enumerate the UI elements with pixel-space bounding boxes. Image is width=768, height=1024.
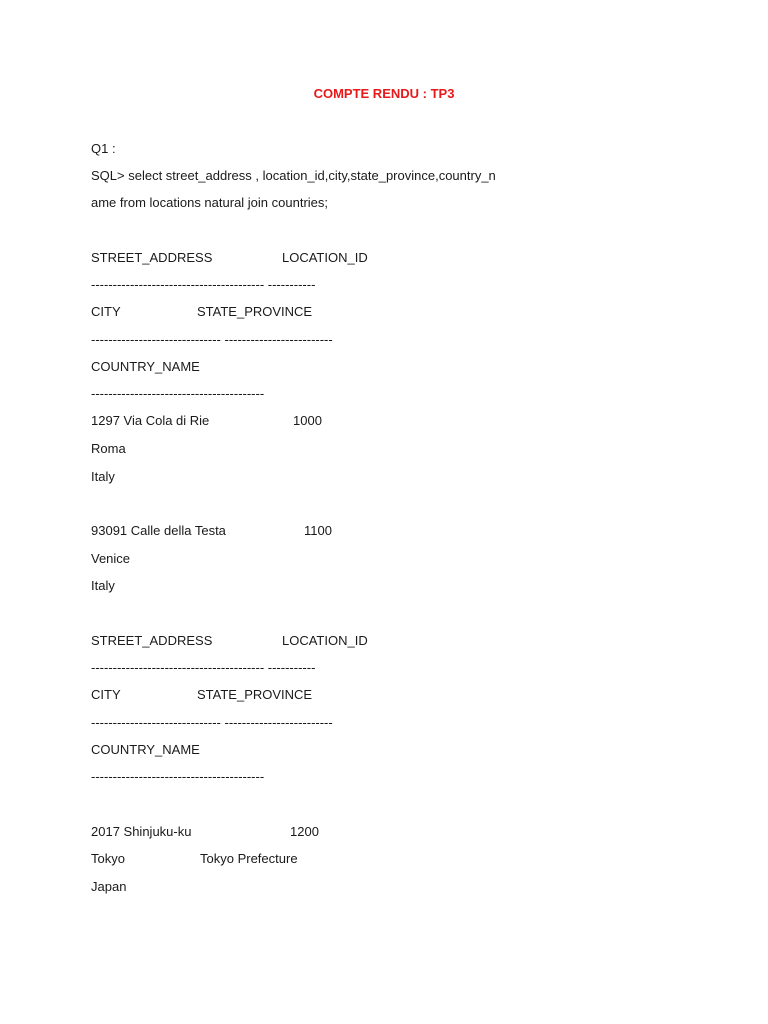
- row-city: Roma: [91, 441, 126, 456]
- separator-line: ----------------------------------------: [91, 386, 265, 401]
- sql-query-line-1: SQL> select street_address , location_id,city,state_province,country_n: [91, 168, 496, 183]
- header-street-address: STREET_ADDRESS: [91, 250, 213, 265]
- header-state-province: STATE_PROVINCE: [197, 687, 313, 702]
- header-location-id: LOCATION_ID: [282, 633, 368, 648]
- header-city: CITY: [91, 687, 121, 702]
- row-location-id: 1000: [293, 413, 322, 428]
- separator-line: ---------------------------------------- -----------: [91, 660, 316, 675]
- row-country: Italy: [91, 578, 115, 593]
- row-country: Italy: [91, 469, 115, 484]
- header-country-name: COUNTRY_NAME: [91, 742, 200, 757]
- document-title: COMPTE RENDU : TP3: [313, 86, 455, 101]
- separator-line: ----------------------------------------: [91, 769, 265, 784]
- header-state-province: STATE_PROVINCE: [197, 304, 313, 319]
- separator-line: ------------------------------ -------------------------: [91, 332, 333, 347]
- row-country: Japan: [91, 879, 127, 894]
- separator-line: ------------------------------ -------------------------: [91, 715, 333, 730]
- header-location-id: LOCATION_ID: [282, 250, 368, 265]
- row-address: 93091 Calle della Testa: [91, 523, 226, 538]
- row-city: Tokyo: [91, 851, 125, 866]
- header-street-address: STREET_ADDRESS: [91, 633, 213, 648]
- header-country-name: COUNTRY_NAME: [91, 359, 200, 374]
- row-location-id: 1200: [290, 824, 319, 839]
- row-state-province: Tokyo Prefecture: [200, 851, 298, 866]
- row-address: 2017 Shinjuku-ku: [91, 824, 192, 839]
- question-label: Q1 :: [91, 141, 116, 156]
- row-location-id: 1100: [304, 523, 332, 538]
- sql-query-line-2: ame from locations natural join countries;: [91, 195, 329, 210]
- row-address: 1297 Via Cola di Rie: [91, 413, 210, 428]
- header-city: CITY: [91, 304, 121, 319]
- separator-line: ---------------------------------------- -----------: [91, 277, 316, 292]
- row-city: Venice: [91, 551, 131, 566]
